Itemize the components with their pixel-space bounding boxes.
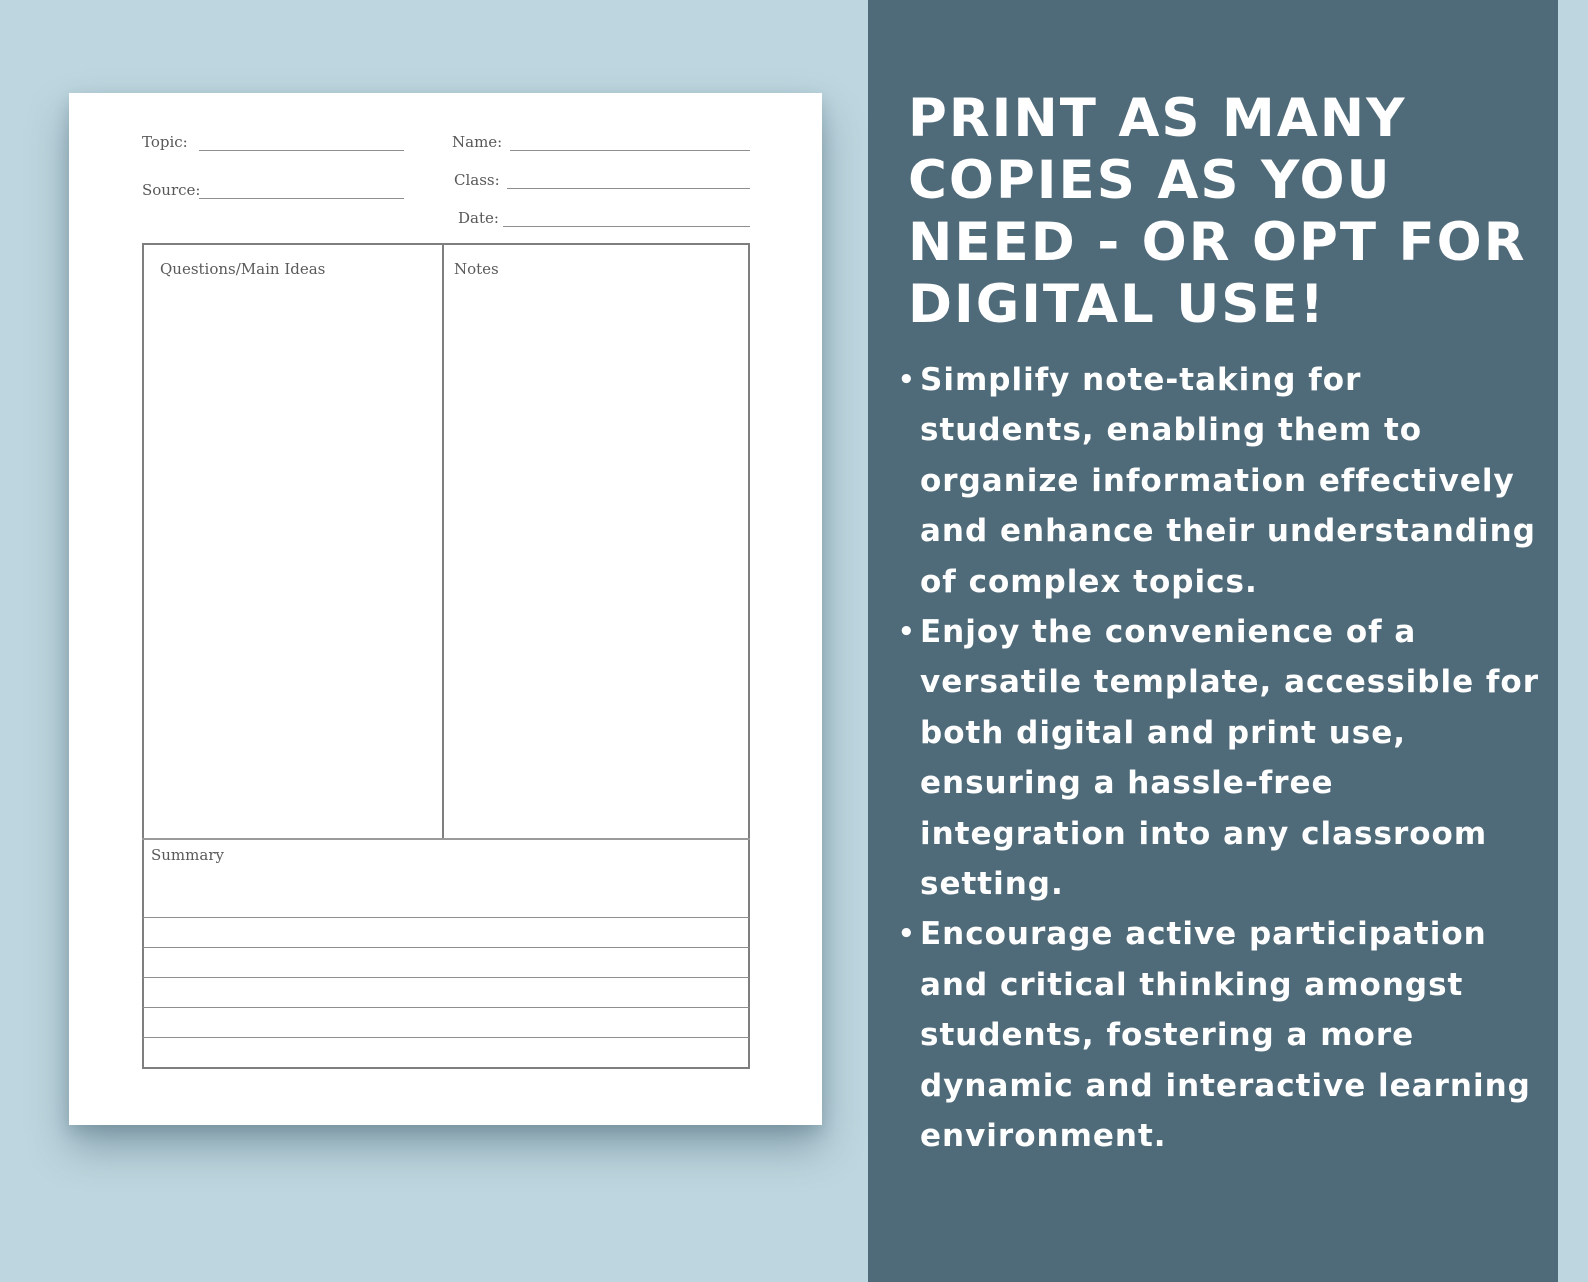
summary-line xyxy=(143,977,749,978)
class-field xyxy=(454,171,750,191)
notes-grid-outline xyxy=(142,243,750,1069)
date-field xyxy=(458,209,750,229)
feature-text: Encourage active participation and critical thinking amongst students, fostering a more dynamic and interactive learning environment. xyxy=(920,916,1531,1155)
panel-headline: PRINT AS MANY COPIES AS YOU NEED - OR OPT FOR DIGITAL USE! xyxy=(908,88,1527,335)
feature-item-note-taking xyxy=(896,355,1546,607)
feature-list xyxy=(896,355,1546,1162)
summary-line xyxy=(143,1037,749,1038)
notes-section-title: Notes xyxy=(454,260,499,278)
info-panel xyxy=(868,0,1558,1282)
topic-line xyxy=(199,150,404,151)
topic-field xyxy=(142,133,404,153)
bullet-icon: • xyxy=(898,617,916,648)
name-label: Name: xyxy=(452,133,503,151)
source-field xyxy=(142,181,404,201)
cornell-notes-sheet xyxy=(69,93,822,1125)
date-label: Date: xyxy=(458,209,499,227)
summary-section-title: Summary xyxy=(151,846,224,864)
name-field xyxy=(452,133,750,153)
feature-text: Simplify note-taking for students, enabling them to organize information effectively and enhance their understanding of complex topics. xyxy=(920,362,1536,600)
date-line xyxy=(503,226,750,227)
summary-line xyxy=(143,947,749,948)
feature-text: Enjoy the convenience of a versatile template, accessible for both digital and print use, ensuring a hassle-free integration into any classroom setting. xyxy=(920,614,1540,903)
column-divider xyxy=(442,243,444,840)
questions-section-title: Questions/Main Ideas xyxy=(160,260,326,278)
source-line xyxy=(199,198,404,199)
feature-item-versatile-template xyxy=(896,607,1546,909)
bullet-icon: • xyxy=(898,365,916,395)
summary-divider xyxy=(142,838,750,840)
summary-line xyxy=(143,1007,749,1008)
summary-line xyxy=(143,917,749,918)
class-line xyxy=(507,188,750,189)
source-label: Source: xyxy=(142,181,201,199)
name-line xyxy=(510,150,750,151)
topic-label: Topic: xyxy=(142,133,188,151)
bullet-icon: • xyxy=(898,919,916,950)
feature-item-active-participation xyxy=(896,909,1546,1161)
class-label: Class: xyxy=(454,171,500,189)
